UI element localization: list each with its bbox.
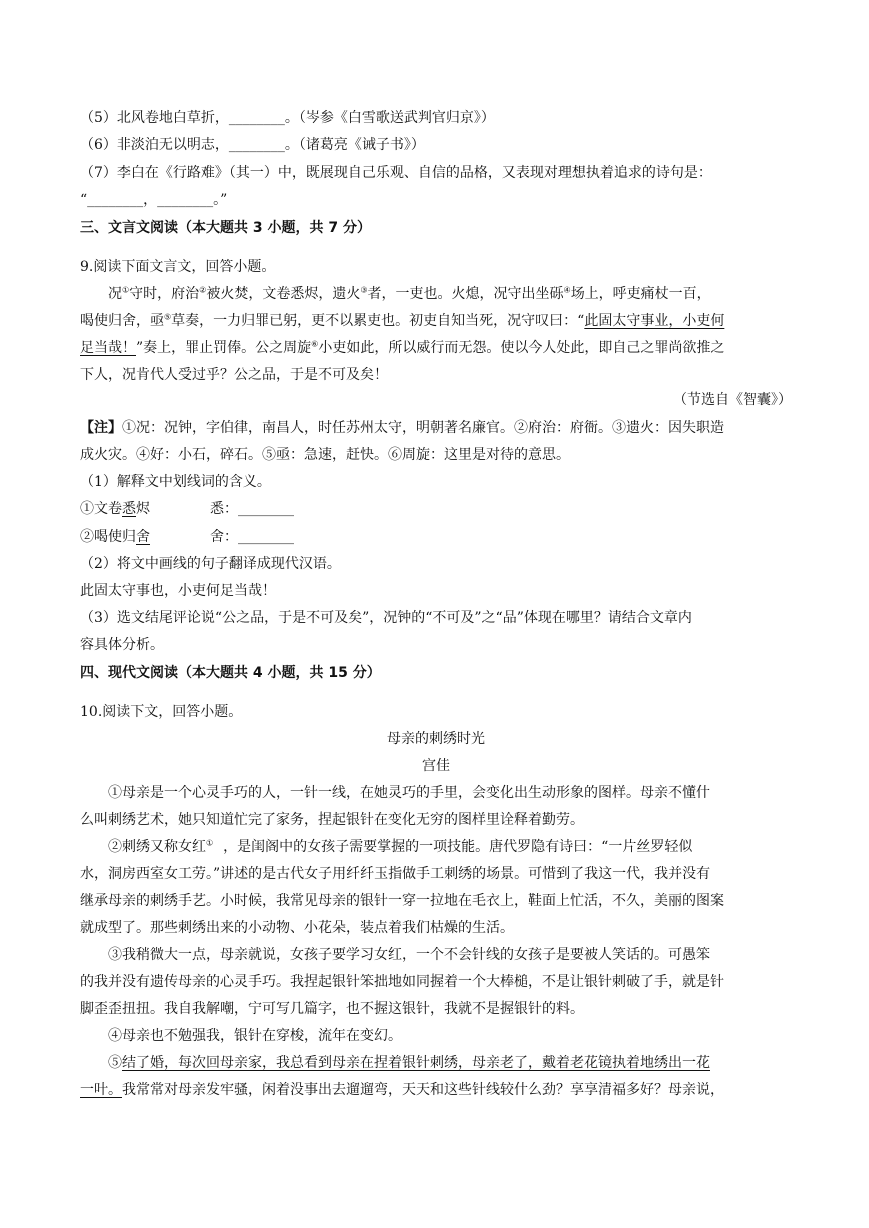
subquestion-3-line-2: 容具体分析。: [80, 637, 164, 653]
question-9-intro: 9.阅读下面文言文，回答小题。: [80, 259, 276, 275]
passage-line-2: 喝使归舍，亟⑤草奏，一力归罪已躬，更不以累吏也。初吏自知当死，况守叹曰：“此固太守事业，小吏何: [80, 312, 725, 329]
notes-line-1: 【注】①况：况钟，字伯律，南昌人，时任苏州太守，明朝著名廉官。②府治：府衙。③遗火：因失职造: [80, 420, 724, 436]
subquestion-1: （1）解释文中划线词的含义。: [80, 474, 271, 490]
paragraph-2-line-3: 继承母亲的刺绣手艺。小时候，我常见母亲的银针一穿一拉地在毛衣上，鞋面上忙活，不久，美丽的图案: [80, 893, 724, 909]
question-10-intro: 10.阅读下文，回答小题。: [80, 704, 243, 720]
paragraph-3-line-3: 脚歪歪扭扭。我自我解嘲，宁可写几篇字，也不握这银针，我就不是握银针的料。: [80, 1001, 584, 1017]
paragraph-3-line-1: ③我稍微大一点，母亲就说，女孩子要学习女红，一个不会针线的女孩子是要被人笑话的。可愚笨: [108, 947, 710, 963]
subquestion-1-a: ①文卷悉烬 悉：________: [80, 501, 294, 517]
paragraph-2-line-1: ②刺绣又称女红① ，是闺阁中的女孩子需要掌握的一项技能。唐代罗隐有诗曰：“一片丝罗轻似: [108, 838, 693, 855]
subquestion-2: （2）将文中画线的句子翻译成现代汉语。: [80, 556, 341, 572]
passage-line-3: 足当哉！”奏上，罪止罚俸。公之周旋⑥小吏如此，所以威行而无怨。使以今人处此，即自己之罪尚欲推之: [80, 339, 725, 356]
article-author: 宫佳: [422, 758, 450, 774]
section-4-heading: 四、现代文阅读（本大题共 4 小题，共 15 分）: [80, 665, 381, 681]
paragraph-2-line-2: 水，洞房西室女工劳。”讲述的是古代女子用纤纤玉指做手工刺绣的场景。可惜到了我这一代，我并没有: [80, 866, 711, 882]
article-title: 母亲的刺绣时光: [387, 731, 485, 747]
question-5: （5）北风卷地白草折，________。（岑参《白雪歌送武判官归京》）: [80, 110, 495, 126]
section-3-heading: 三、文言文阅读（本大题共 3 小题，共 7 分）: [80, 220, 371, 236]
paragraph-5-line-1: ⑤结了婚，每次回母亲家，我总看到母亲在捏着银针刺绣，母亲老了，戴着老花镜执着地绣出一花: [108, 1055, 710, 1071]
notes-line-2: 成火灾。④好：小石，碎石。⑤亟：急速，赶快。⑥周旋：这里是对待的意思。: [80, 447, 570, 463]
paragraph-3-line-2: 的我并没有遗传母亲的心灵手巧。我捏起银针笨拙地如同握着一个大棒槌，不是让银针刺破了手，就是针: [80, 974, 724, 990]
subquestion-1-b: ②喝使归舍 舍：________: [80, 529, 294, 545]
subquestion-3-line-1: （3）选文结尾评论说“公之品，于是不可及矣”，况钟的“不可及”之“品”体现在哪里？请结合文章内: [80, 610, 692, 626]
paragraph-1-line-1: ①母亲是一个心灵手巧的人，一针一线，在她灵巧的手里，会变化出生动形象的图样。母亲不懂什: [108, 785, 710, 801]
passage-line-4: 下人，况肯代人受过乎？公之品，于是不可及矣！: [80, 367, 388, 383]
question-7-blank: “________，________。”: [80, 192, 228, 208]
paragraph-5-line-2: 一叶。我常常对母亲发牢骚，闲着没事出去遛遛弯，天天和这些针线较什么劲？享享清福多好？母亲说，: [80, 1082, 724, 1098]
paragraph-1-line-2: 么叫刺绣艺术，她只知道忙完了家务，捏起银针在变化无穷的图样里诠释着勤劳。: [80, 812, 584, 828]
question-7: （7）李白在《行路难》（其一）中，既展现自己乐观、自信的品格，又表现对理想执着追求的诗句是：: [80, 165, 712, 181]
paragraph-2-line-4: 就成型了。那些刺绣出来的小动物、小花朵，装点着我们枯燥的生活。: [80, 920, 514, 936]
passage-line-1: 况①守时，府治②被火焚，文卷悉烬，遗火③者，一吏也。火熄，况守出坐砾④场上，呼吏痛杖一百，: [108, 285, 711, 302]
question-6: （6）非淡泊无以明志，________。（诸葛亮《诫子书》）: [80, 137, 425, 153]
paragraph-4-line-1: ④母亲也不勉强我，银针在穿梭，流年在变幻。: [108, 1028, 402, 1044]
subquestion-2-sentence: 此固太守事也，小吏何足当哉！: [80, 583, 276, 599]
passage-source: （节选自《智囊》）: [673, 392, 792, 408]
